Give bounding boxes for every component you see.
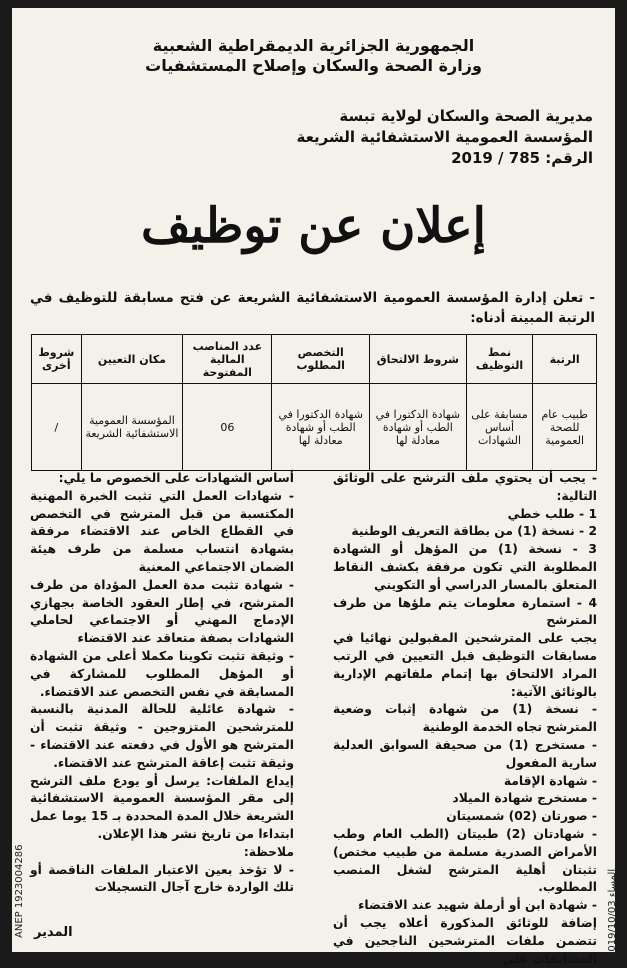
list-item: إضافة للوثائق المذكورة أعلاه يجب أن تتضمن ملفات المترشحين الناجحين في المسابقات على xyxy=(333,915,597,966)
table-header: الرتبة xyxy=(533,335,597,384)
list-item: 2 - نسخة (1) من بطاقة التعريف الوطنية xyxy=(351,524,597,539)
table-cell: شهادة الدكتورا في الطب أو شهادة معادلة لها xyxy=(272,384,370,471)
list-item: إيداع الملفات: يرسل أو يودع ملف الترشح إلى مقر المؤسسة العمومية الاستشفائية الشريعة خلال المدة المحددة بـ 15 يوما عمل ابتداءا من تاريخ نشر هذا الإعلان. xyxy=(30,773,295,841)
list-item: - شهادة عائلية للحالة المدنية بالنسبة للمترشحين المتزوجين - وثيقة تثبت أن المترشح هو الأول في دفعته عند الاقتضاء - وثيقة تثبت إعاقة المترشح عند الاقتضاء. xyxy=(30,702,294,770)
side-code-right xyxy=(607,828,621,958)
left-column xyxy=(30,470,294,897)
list-item: - مستخرج (1) من صحيفة السوابق العدلية سارية المفعول xyxy=(333,737,597,770)
table-header: شروط أخرى xyxy=(32,335,82,384)
table-header: التخصص المطلوب xyxy=(272,335,370,384)
list-item: 4 - استمارة معلومات يتم ملؤها من طرف المترشح xyxy=(333,595,597,628)
signature-manager: المدير xyxy=(34,925,73,940)
body-columns xyxy=(30,470,597,966)
table-cell: / xyxy=(32,384,82,471)
ministry-line: وزارة الصحة والسكان وإصلاح المستشفيات xyxy=(145,56,482,75)
list-item: - شهادة ابن أو أرملة شهيد عند الاقتضاء xyxy=(358,898,597,913)
table-cell: 06 xyxy=(183,384,272,471)
table-header: مكان التعيين xyxy=(81,335,183,384)
list-item: - لا تؤخذ بعين الاعتبار الملفات الناقصة أو تلك الواردة خارج آجال التسجيلات xyxy=(30,862,294,895)
list-item: - مستخرج شهادة الميلاد xyxy=(452,791,597,806)
side-code-left xyxy=(12,788,26,938)
reference-number: الرقم: 785 / 2019 xyxy=(451,149,593,167)
issuer-block xyxy=(296,106,593,169)
intro-paragraph: - تعلن إدارة المؤسسة العمومية الاستشفائية الشريعة عن فتح مسابقة للتوظيف في الرتبة المبينة أدناه: xyxy=(30,290,595,326)
table-row xyxy=(32,384,597,471)
header xyxy=(38,36,589,76)
table-header: عدد المناصب المالية المفتوحة xyxy=(183,335,272,384)
announcement-page xyxy=(12,8,618,966)
list-item: أساس الشهادات على الخصوص ما يلي: xyxy=(58,471,294,485)
list-item: - صورتان (02) شمسيتان xyxy=(446,809,597,824)
publication-date: المساء 2019/10/03 xyxy=(607,868,618,958)
list-item: - شهادة تثبت مدة العمل المؤداة من طرف المترشح، في إطار العقود الخاصة بجهازي الإدماج المهني أو الاجتماعي لحاملي الشهادات بصفة متعاقد عند الاقتضاء xyxy=(30,577,294,646)
republic-line: الجمهورية الجزائرية الديمقراطية الشعبية xyxy=(152,36,475,55)
table-cell: طبيب عام للصحة العمومية xyxy=(533,384,597,471)
list-item: - يجب أن يحتوي ملف الترشح على الوثائق التالية: xyxy=(333,471,597,503)
institution-line: المؤسسة العمومية الاستشفائية الشريعة xyxy=(296,128,593,146)
page-title: إعلان عن توظيف xyxy=(141,198,486,254)
list-item: ملاحظة: xyxy=(243,844,294,859)
table-cell: مسابقة على أساس الشهادات xyxy=(466,384,533,471)
list-item: - شهادتان (2) طبيتان (الطب العام وطب الأمراض الصدرية مسلمة من طبيب مختص) تثبتان أهلية المترشح لشغل المنصب المطلوب. xyxy=(333,826,597,895)
table-header: نمط التوظيف xyxy=(466,335,533,384)
list-item: - شهادات العمل التي تثبت الخبرة المهنية المكتسبة من قبل المترشح في التخصص في القطاع الخاص عند الاقتضاء مرفقة بشهادة انتساب مسلمة من طرف هيئة الضمان الاجتماعي المعنية xyxy=(30,488,294,574)
table-cell: المؤسسة العمومية الاستشفائية الشريعة xyxy=(81,384,183,471)
anep-code: ANEP 1923004286 xyxy=(14,844,25,938)
table-cell: شهادة الدكتورا في الطب أو شهادة معادلة لها xyxy=(370,384,467,471)
positions-table xyxy=(31,334,597,471)
list-item: - وثيقة تثبت تكوينا مكملا أعلى من الشهادة أو المؤهل المطلوب للمشاركة في المسابقة في نفس التخصص عند الاقتضاء. xyxy=(30,648,294,699)
right-column xyxy=(333,470,597,968)
list-item: يجب على المترشحين المقبولين نهائيا في مسابقات التوظيف قبل التعيين في الرتب المراد الالتحاق بها إتمام ملفاتهم الإدارية بالوثائق الآتية: xyxy=(333,631,597,699)
list-item: - نسخة (1) من شهادة إثبات وضعية المترشح تجاه الخدمة الوطنية xyxy=(333,702,597,735)
table-header: شروط الالتحاق xyxy=(370,335,467,384)
table-header-row xyxy=(32,335,597,384)
list-item: 3 - نسخة (1) من المؤهل أو الشهادة المطلوبة التي تكون مرفقة بكشف النقاط المتعلق بالمسار الدراسي أو التكويني xyxy=(333,542,597,592)
list-item: - شهادة الإقامة xyxy=(503,773,597,788)
list-item: 1 - طلب خطي xyxy=(507,506,597,521)
directorate-line: مديرية الصحة والسكان لولاية تبسة xyxy=(339,107,593,125)
